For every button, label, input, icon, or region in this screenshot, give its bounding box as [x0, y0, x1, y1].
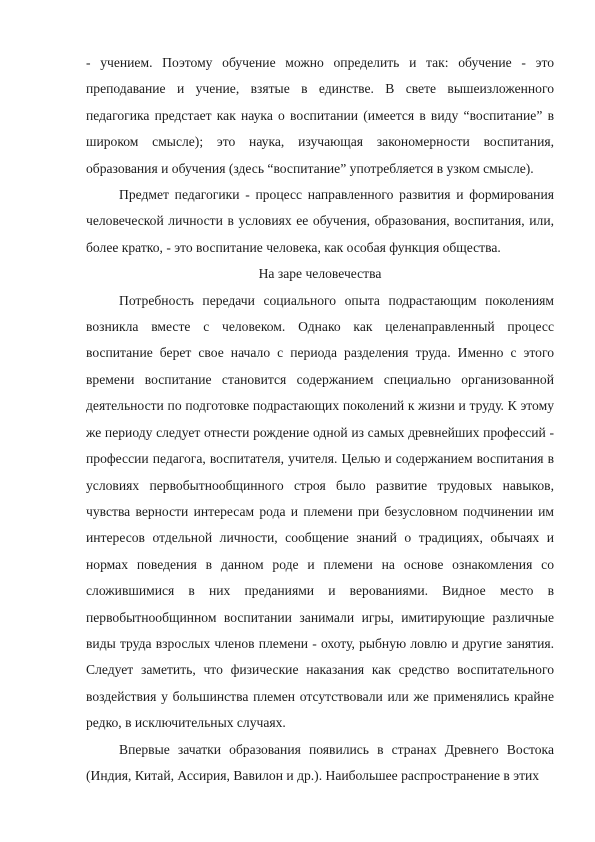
paragraph-4: Впервые зачатки образования появились в странах Древнего Востока (Индия, Китай, Ассирия, Вавилон и др.). Наибольшее распространение в этих — [86, 741, 554, 783]
document-body — [86, 50, 554, 789]
paragraph-2: Предмет педагогики - процесс направленного развития и формирования человеческой личности в условиях ее обучения, образования, воспитания, или, более кратко, - это воспитание человека, как особая функция общества. — [86, 187, 554, 255]
paragraph-1: - учением. Поэтому обучение можно определить и так: обучение - это преподавание и учение, взятые в единстве. В свете вышеизложенного педагогика предстает как наука о воспитании (имеется в виду “воспитание” в широком смысле); это наука, изучающая закономерности воспитания, образования и обучения (здесь “воспитание” употребляется в узком смысле). — [86, 55, 554, 176]
paragraph-3: Потребность передачи социального опыта подрастающим поколениям возникла вместе с человеком. Однако как целенаправленный процесс воспитание берет свое начало с периода разделения труда. Именно с этого времени воспитание становится содержанием специально организованной деятельности по подготовке подрастающих поколений к жизни и труду. К этому же периоду следует отнести рождение одной из самых древнейших профессий - профессии педагога, воспитателя, учителя. Целью и содержанием воспитания в условиях первобытнообщинного строя было развитие трудовых навыков, чувства верности интересам рода и племени при безусловном подчинении им интересов отдельной личности, сообщение знаний о традициях, обычаях и нормах поведения в данном роде и племени на основе ознакомления со сложившимися в них преданиями и верованиями. Видное место в первобытнообщинном воспитании занимали игры, имитирующие различные виды труда взрослых членов племени - охоту, рыбную ловлю и другие занятия. Следует заметить, что физические наказания как средство воспитательного воздействия у большинства племен отсутствовали или же применялись крайне редко, в исключительных случаях. — [86, 292, 554, 731]
section-heading: На заре человечества — [258, 266, 382, 282]
